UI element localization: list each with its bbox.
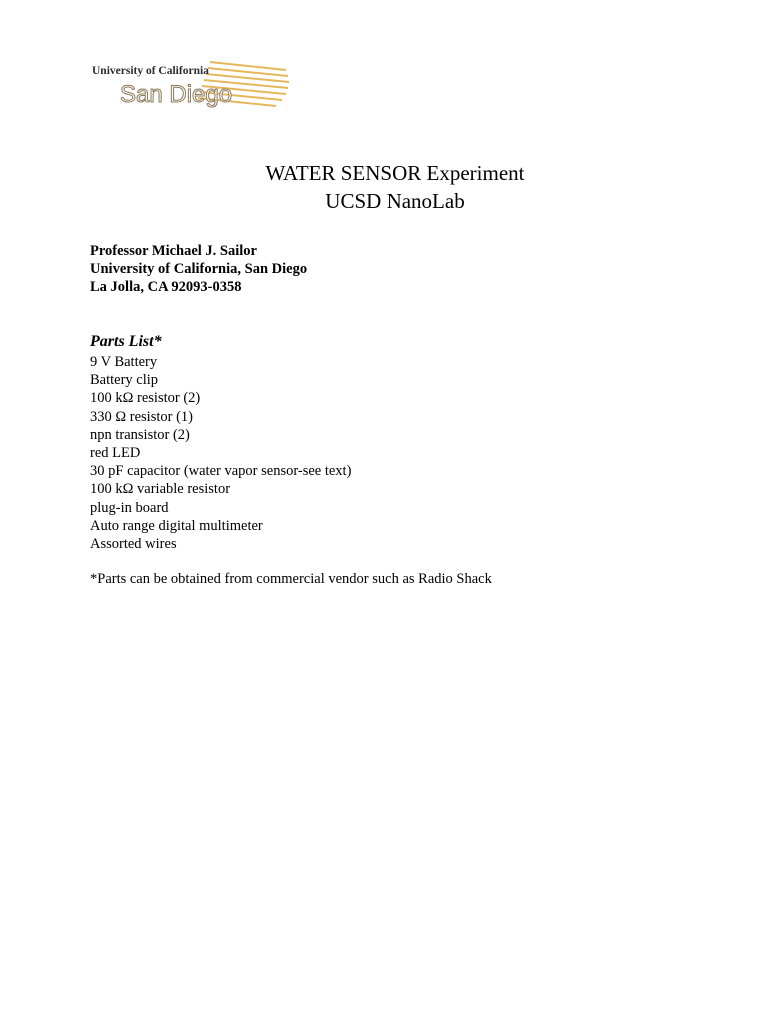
- list-item: npn transistor (2): [90, 426, 190, 443]
- ucsd-logo-graphic: [90, 58, 290, 112]
- address-city: La Jolla, CA 92093-0358: [90, 279, 242, 295]
- list-item: Assorted wires: [90, 536, 177, 553]
- list-item: Battery clip: [90, 372, 159, 389]
- list-item: 100 kΩ variable resistor: [90, 481, 231, 498]
- title-line-1: WATER SENSOR Experiment: [265, 161, 525, 185]
- list-item: Auto range digital multimeter: [90, 517, 263, 534]
- list-item: 330 Ω resistor (1): [90, 408, 193, 425]
- document-title: [0, 159, 768, 215]
- list-item: red LED: [90, 445, 141, 462]
- list-item: plug-in board: [90, 499, 169, 516]
- title-line-2: UCSD NanoLab: [325, 189, 465, 213]
- parts-list-heading: Parts List*: [90, 333, 162, 350]
- list-item: 30 pF capacitor (water vapor sensor-see text): [90, 463, 352, 480]
- author-address: [90, 242, 307, 296]
- parts-footnote: *Parts can be obtained from commercial vendor such as Radio Shack: [90, 571, 492, 587]
- address-name: Professor Michael J. Sailor: [90, 243, 257, 259]
- address-institution: University of California, San Diego: [90, 261, 308, 277]
- list-item: 9 V Battery: [90, 354, 158, 370]
- logo-text-san-diego: San Diego: [120, 81, 233, 108]
- list-item: 100 kΩ resistor (2): [90, 390, 201, 407]
- parts-list: [90, 353, 351, 553]
- logo-text-university: University of California: [92, 65, 209, 77]
- ucsd-logo: [90, 58, 290, 112]
